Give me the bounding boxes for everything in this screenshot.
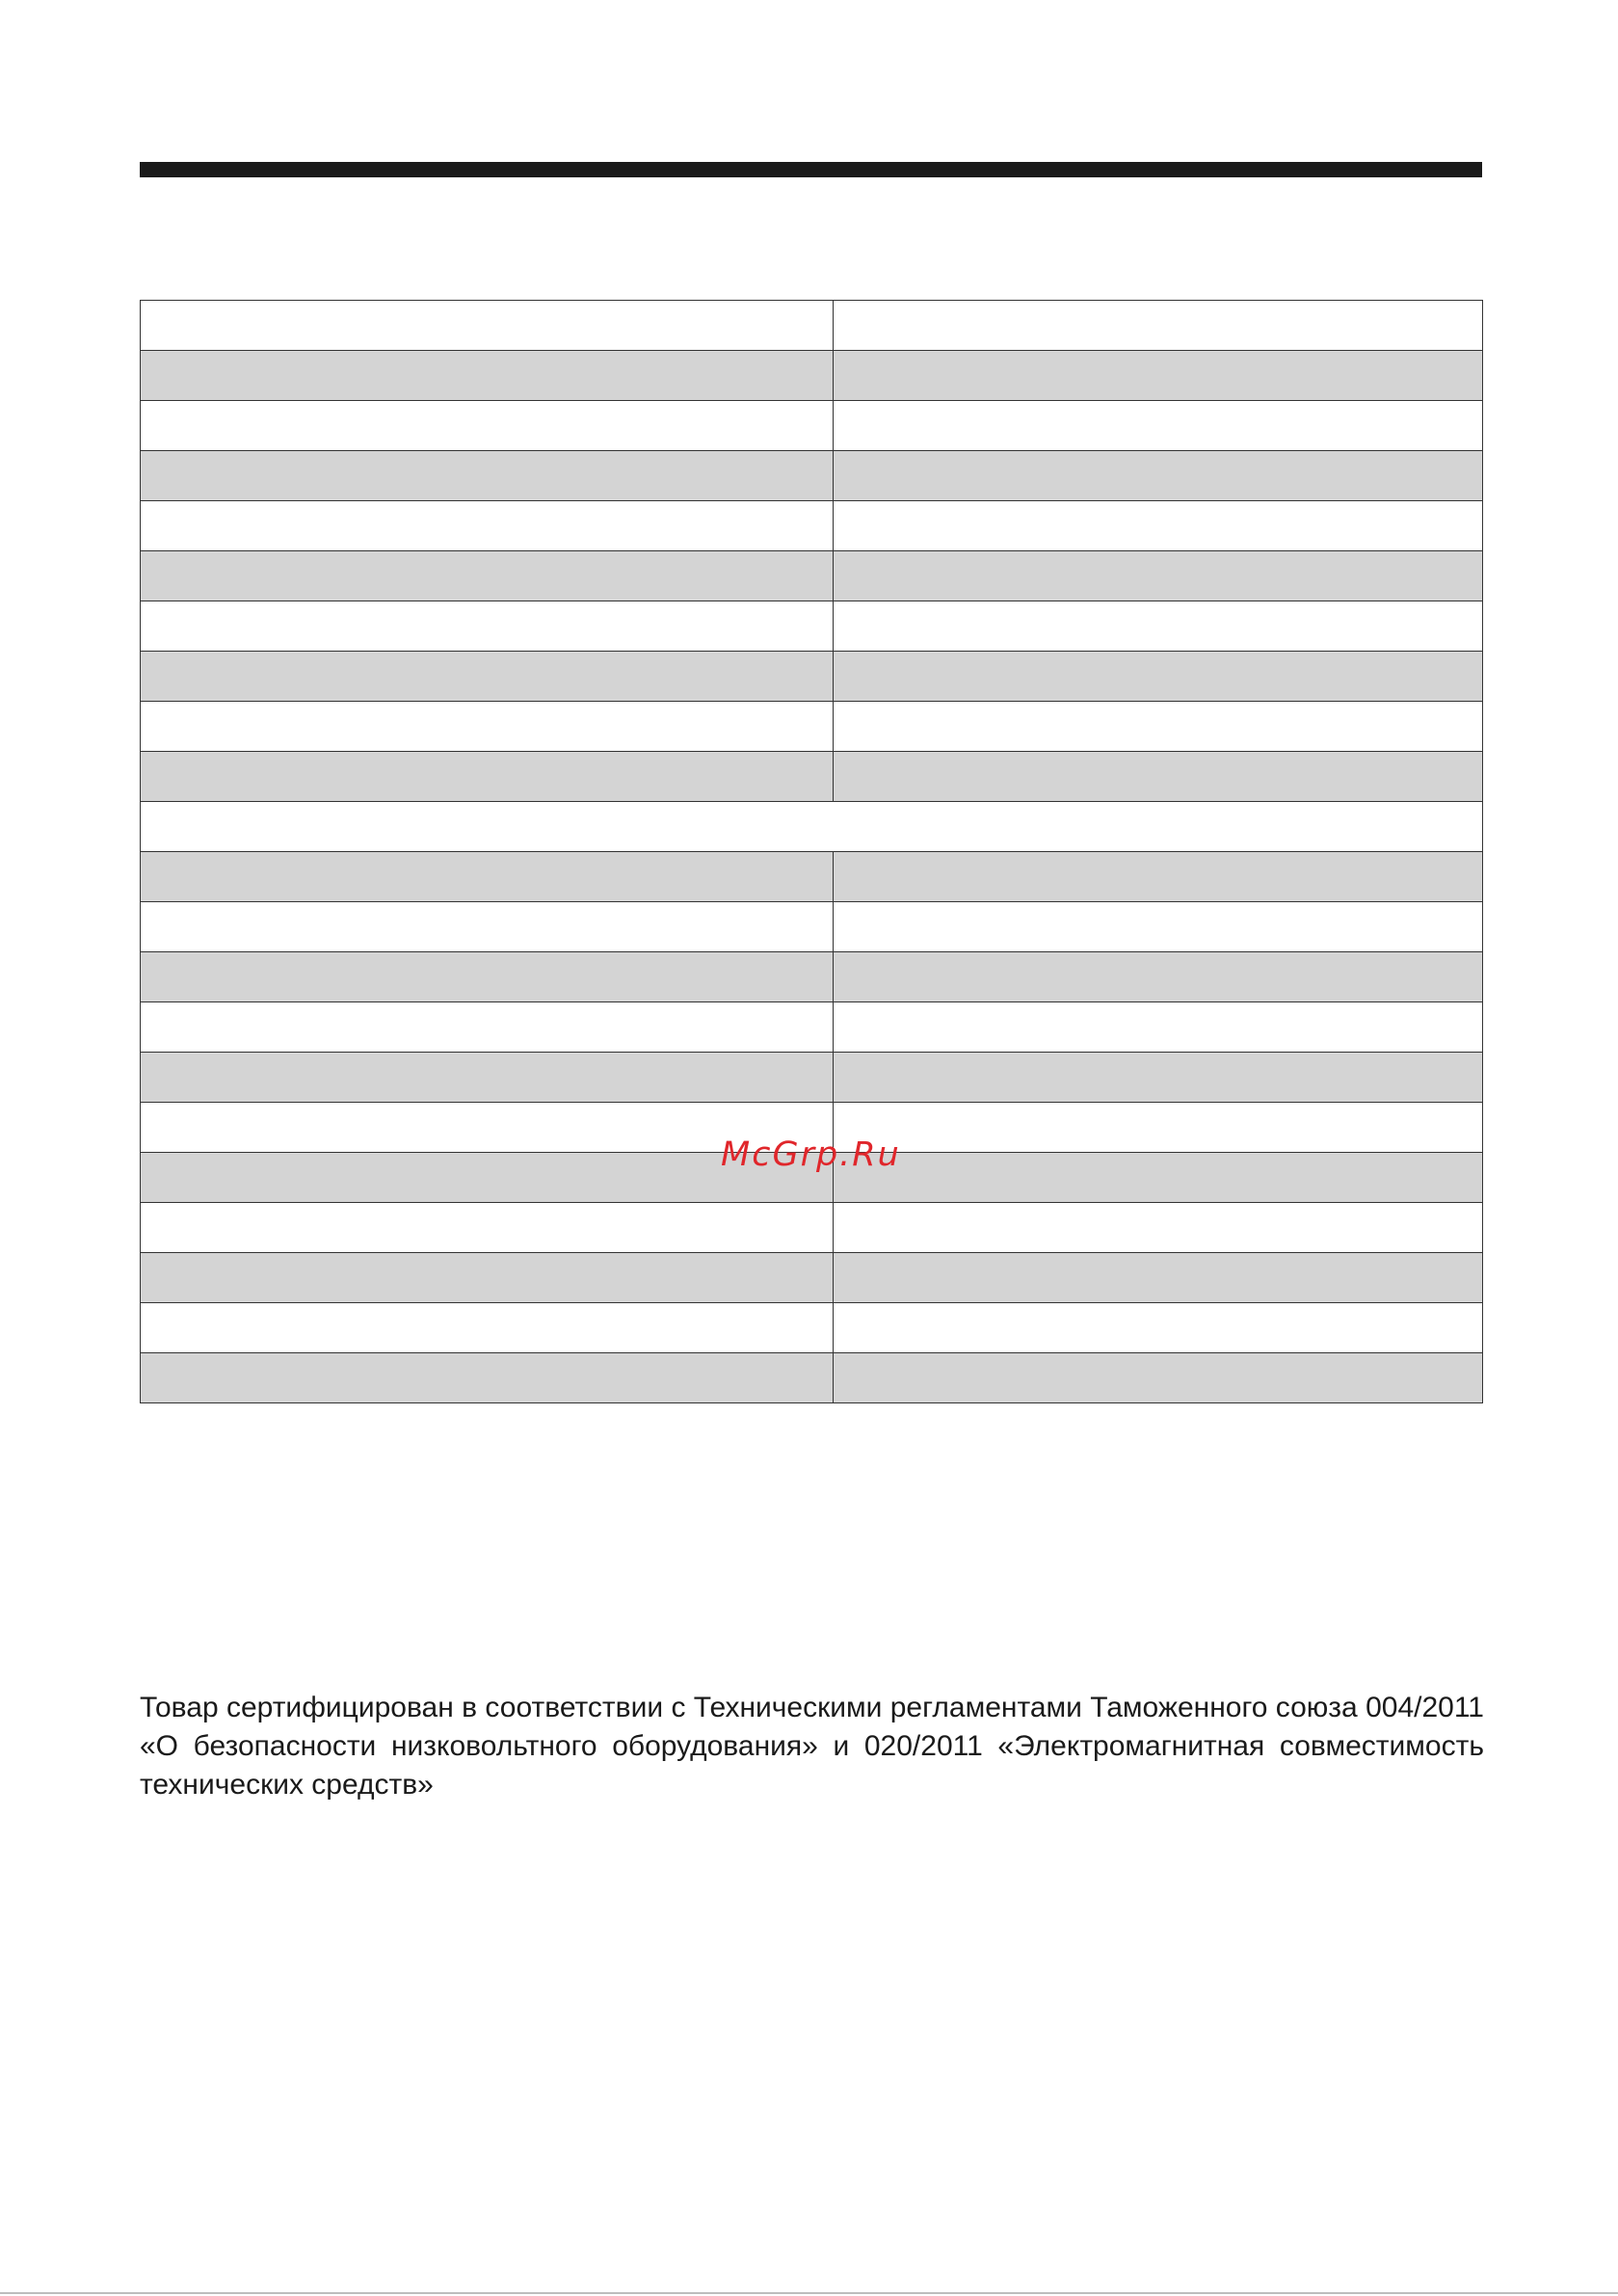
table-row [141, 1203, 1483, 1253]
table-cell [141, 1253, 834, 1303]
table-cell [834, 652, 1483, 702]
table-cell [141, 1353, 834, 1403]
table-row [141, 401, 1483, 451]
table-cell [141, 301, 834, 351]
table-cell [834, 1353, 1483, 1403]
table-cell [834, 1253, 1483, 1303]
table-cell [141, 852, 834, 902]
bottom-edge-line [0, 2292, 1618, 2294]
table-cell [141, 1303, 834, 1353]
table-row [141, 752, 1483, 802]
table-cell [141, 902, 834, 952]
table-cell [141, 1203, 834, 1253]
spec-table-body [141, 301, 1483, 1403]
table-cell [834, 1153, 1483, 1203]
table-cell [141, 401, 834, 451]
table-cell [834, 401, 1483, 451]
table-cell [834, 852, 1483, 902]
table-cell [834, 1002, 1483, 1053]
table-cell [834, 702, 1483, 752]
table-cell [834, 752, 1483, 802]
table-cell [141, 501, 834, 551]
table-row [141, 501, 1483, 551]
table-cell [141, 652, 834, 702]
table-row [141, 551, 1483, 601]
watermark: McGrp.Ru [721, 1135, 901, 1174]
table-row [141, 1353, 1483, 1403]
table-cell [834, 1103, 1483, 1153]
table-cell [141, 351, 834, 401]
table-row [141, 1253, 1483, 1303]
table-cell [834, 301, 1483, 351]
table-cell [834, 351, 1483, 401]
table-cell [834, 451, 1483, 501]
table-row [141, 802, 1483, 852]
table-cell [834, 601, 1483, 652]
table-row [141, 1053, 1483, 1103]
table-cell [834, 551, 1483, 601]
table-row [141, 451, 1483, 501]
table-cell [141, 1053, 834, 1103]
top-rule [140, 162, 1482, 177]
table-row [141, 1303, 1483, 1353]
table-cell [141, 802, 1483, 852]
table-cell [141, 551, 834, 601]
table-cell [141, 952, 834, 1002]
table-row [141, 301, 1483, 351]
table-row [141, 952, 1483, 1002]
table-row [141, 902, 1483, 952]
table-row [141, 652, 1483, 702]
table-cell [141, 752, 834, 802]
table-row [141, 702, 1483, 752]
table-cell [141, 451, 834, 501]
table-cell [141, 702, 834, 752]
table-cell [834, 1203, 1483, 1253]
table-cell [834, 952, 1483, 1002]
table-row [141, 852, 1483, 902]
table-cell [834, 902, 1483, 952]
table-row [141, 601, 1483, 652]
table-cell [141, 601, 834, 652]
table-cell [834, 1303, 1483, 1353]
certification-text: Товар сертифицирован в соответствии с Техническими регламентами Таможенного союза 004/2011 «О безопасности низковольтного оборудования» и 020/2011 «Электромагнитная совместимость технических средств» [140, 1692, 1484, 1801]
spec-table [140, 300, 1483, 1403]
table-cell [834, 501, 1483, 551]
table-row [141, 351, 1483, 401]
table-cell [141, 1002, 834, 1053]
table-row [141, 1002, 1483, 1053]
table-cell [834, 1053, 1483, 1103]
